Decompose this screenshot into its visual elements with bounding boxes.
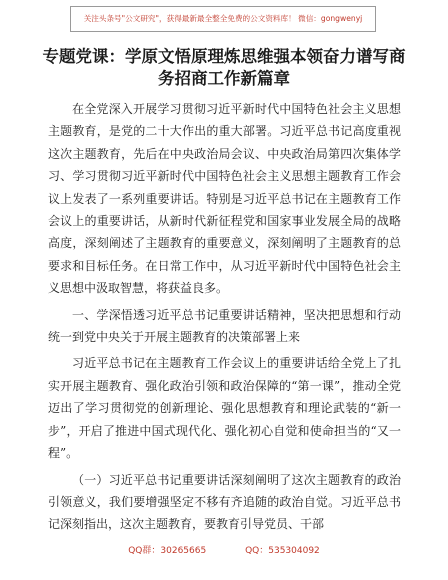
paragraph-intro: 在全党深入开展学习贯彻习近平新时代中国特色社会主义思想主题教育，是党的二十大作出的重大部署。习近平总书记高度重视这次主题教育，先后在中央政治局会议、中央政治局第四次集体学习、学习贯彻习近平新时代中国特色社会主义思想主题教育工作会议上发表了一系列重要讲话。特别是习近平总书记在主题教育工作会议上的重要讲话，从新时代新征程党和国家事业发展全局的战略高度，深刻阐述了主题教育的重要意义，深刻阐明了主题教育的总要求和目标任务。在日常工作中，从习近平新时代中国特色社会主义思想中汲取智慧，将获益良多。: [48, 102, 401, 296]
paragraph-section-heading: 一、学深悟透习近平总书记重要讲话精神，坚决把思想和行动统一到党中央关于开展主题教育的决策部署上来: [48, 307, 401, 345]
paragraph-subsection-one: （一）习近平总书记重要讲话深刻阐明了这次主题教育的政治引领意义，我们要增强坚定不移有齐追随的政治自觉。习近平总书记深刻指出，这次主题教育，要教育引导党员、干部: [48, 472, 401, 532]
header-banner: 关注头条号"公文研究"，获得最新最全整全免费的公文资料库！ 微信：gongwenyj: [70, 6, 376, 32]
paragraph-first-lesson: 习近平总书记在主题教育工作会议上的重要讲话给全党上了扎实开展主题教育、强化政治引领和政治保障的“第一课”，推动全党迈出了学习贯彻党的创新理论、强化思想教育和理论武装的“新一步”，开启了推进中国式现代化、强化初心自觉和使命担当的“又一程”。: [48, 356, 401, 461]
document-body: [48, 98, 401, 540]
page-footer: [0, 543, 448, 556]
document-title: 专题党课：学原文悟原理炼思维强本领奋力谱写商务招商工作新篇章: [42, 47, 406, 88]
footer-qq-group: QQ群：30265665: [128, 546, 207, 556]
footer-qq: QQ：535304092: [245, 546, 320, 556]
